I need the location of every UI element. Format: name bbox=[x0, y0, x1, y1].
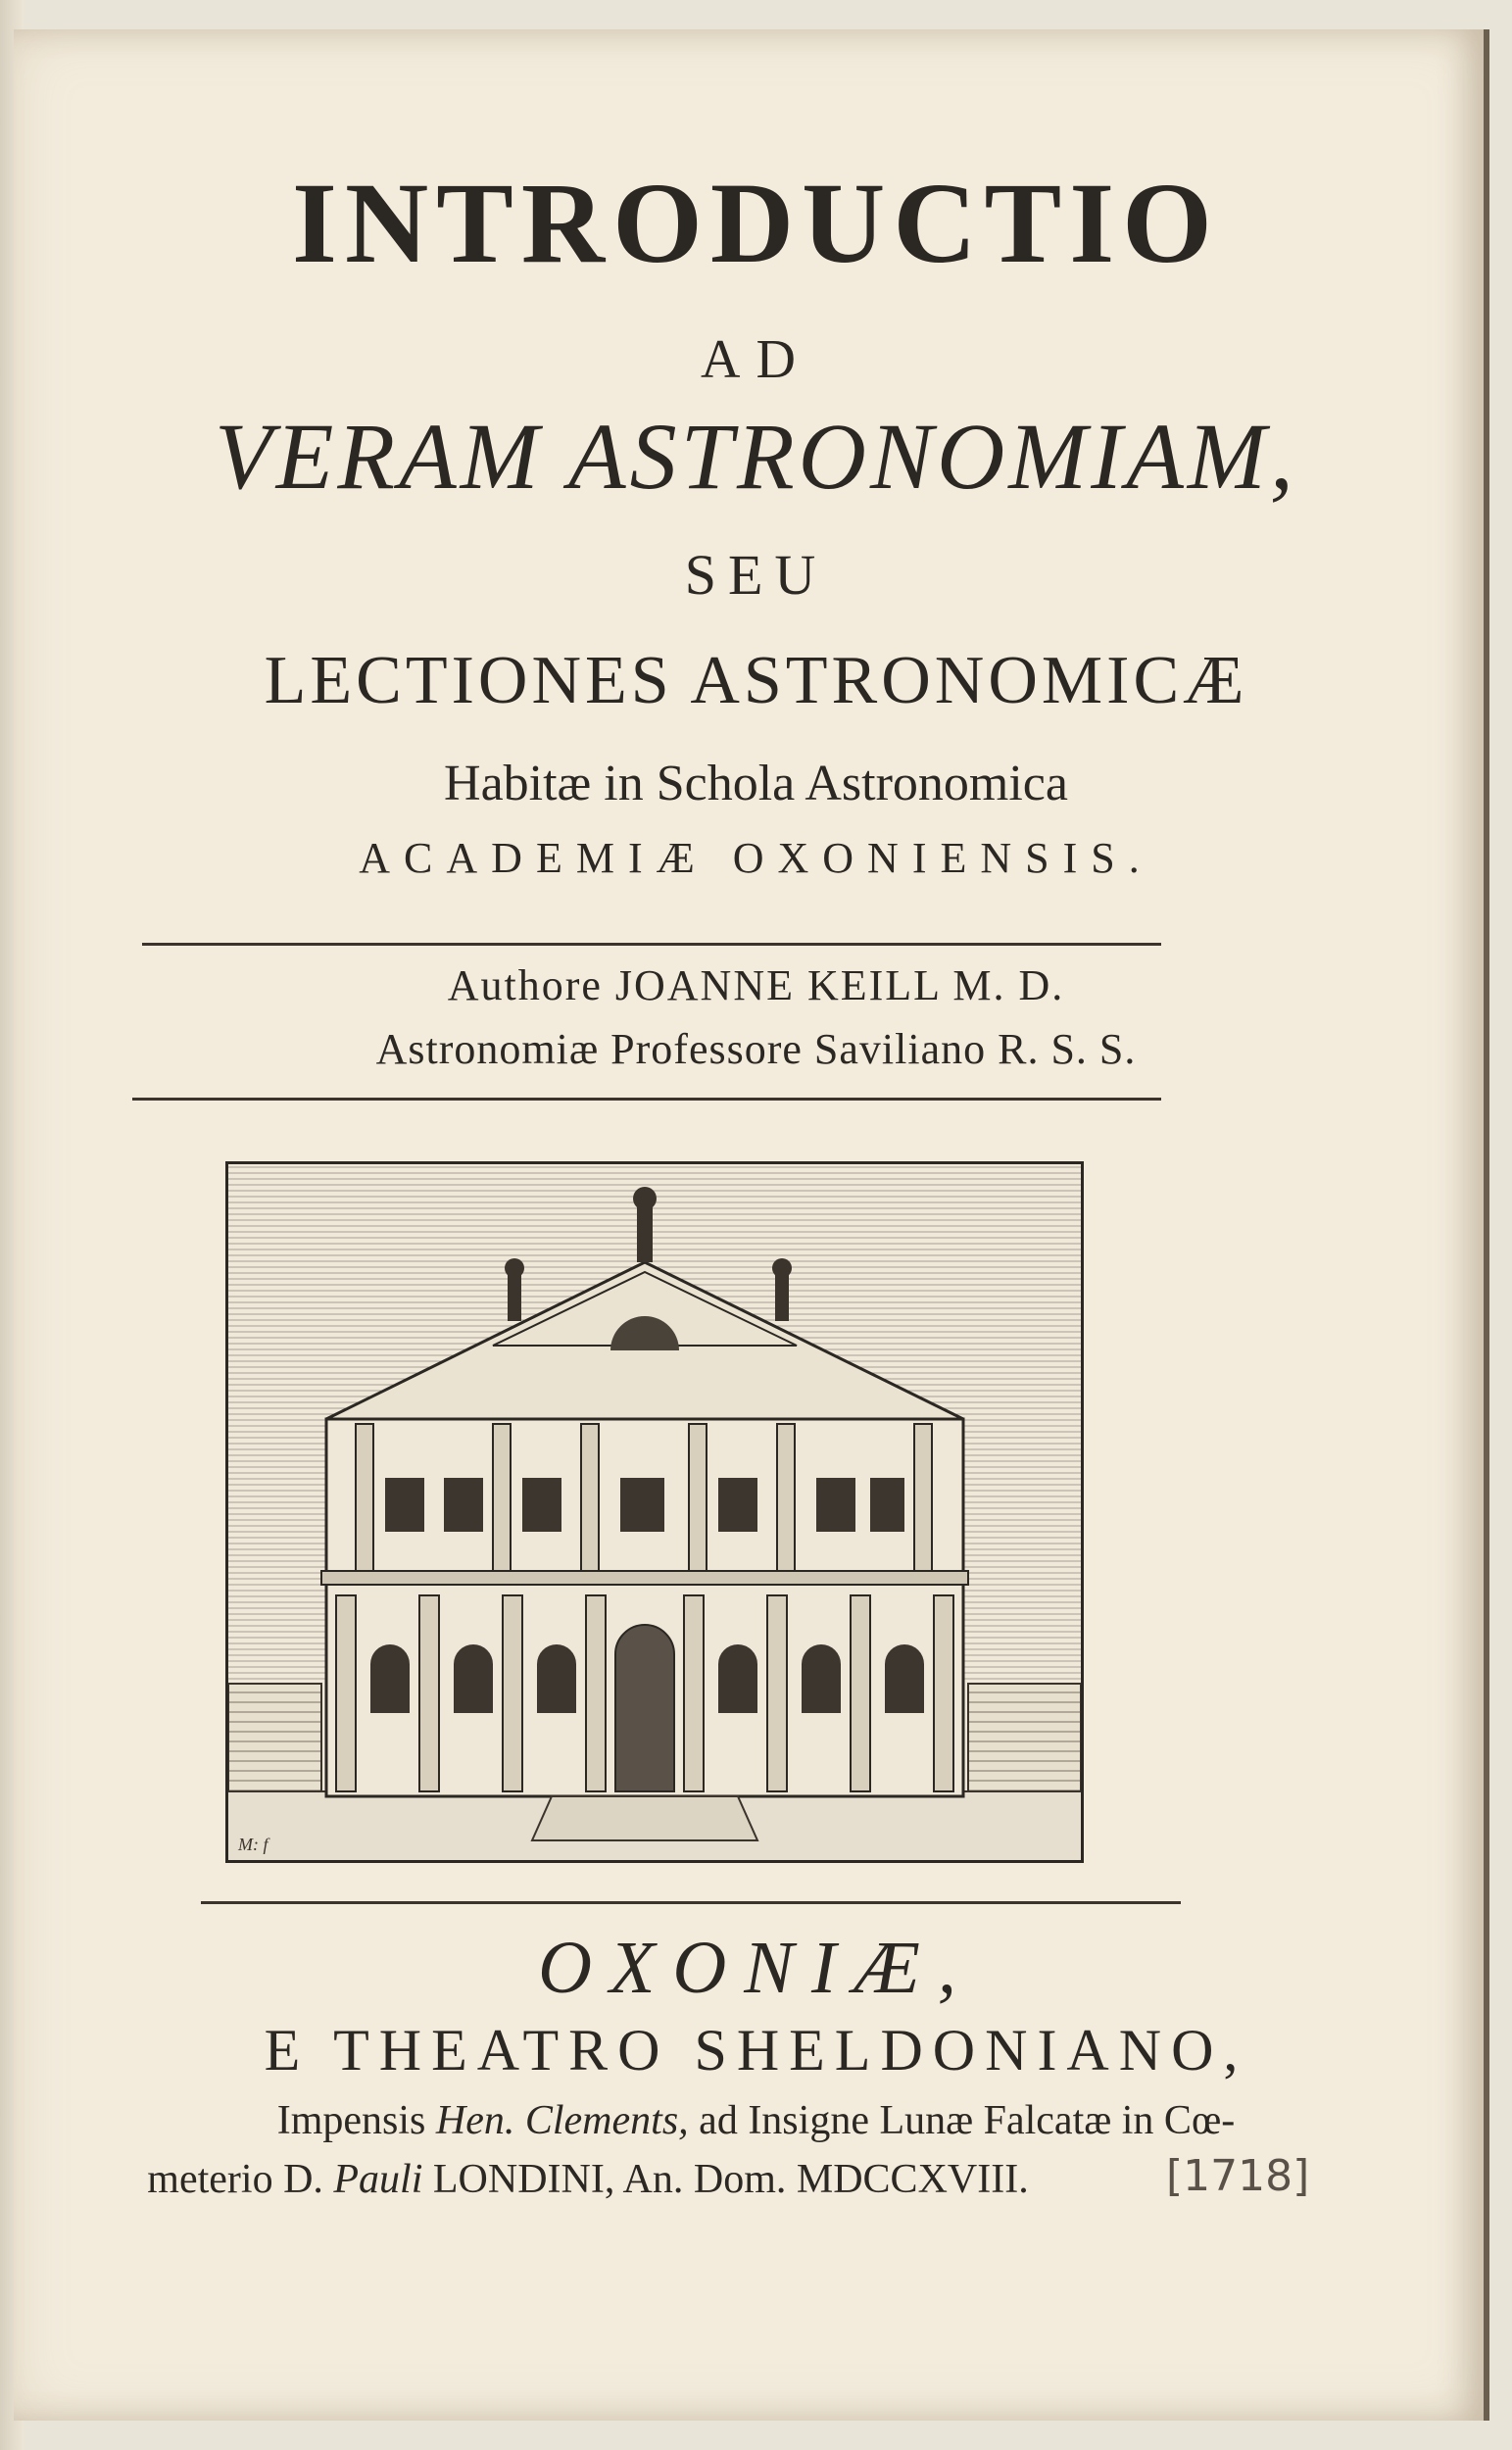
divider-rule-imprint bbox=[201, 1901, 1181, 1904]
title-ad: AD bbox=[701, 329, 811, 390]
building-illustration bbox=[228, 1164, 1081, 1860]
imprint-line2-name: Pauli bbox=[333, 2157, 423, 2202]
engraver-mark: M: f bbox=[238, 1835, 268, 1854]
imprint-line-2 bbox=[0, 2156, 1176, 2203]
imprint-press: E THEATRO SHELDONIANO, bbox=[264, 2018, 1248, 2082]
imprint-prefix: Impensis bbox=[276, 2098, 426, 2143]
divider-rule-top bbox=[142, 943, 1161, 946]
imprint-publisher: Hen. Clements, bbox=[435, 2098, 689, 2143]
imprint-line-1 bbox=[0, 2097, 1512, 2144]
professor-line: Astronomiæ Professore Saviliano R. S. S. bbox=[375, 1025, 1137, 1073]
handwritten-date: [1718] bbox=[1166, 2151, 1310, 2201]
title-subject: VERAM ASTRONOMIAM, bbox=[215, 404, 1297, 509]
title-lectiones: LECTIONES ASTRONOMICÆ bbox=[264, 643, 1248, 718]
book-title: INTRODUCTIO bbox=[292, 159, 1220, 287]
title-habitae: Habitæ in Schola Astronomica bbox=[444, 756, 1068, 811]
imprint-place: OXONIÆ, bbox=[538, 1927, 974, 2009]
imprint-address: ad Insigne Lunæ Falcatæ in Cœ- bbox=[699, 2098, 1236, 2143]
author-line: Authore JOANNE KEILL M. D. bbox=[447, 961, 1065, 1009]
title-seu: SEU bbox=[684, 543, 828, 607]
divider-rule-bottom bbox=[132, 1098, 1161, 1101]
title-academiae: ACADEMIÆ OXONIENSIS. bbox=[359, 834, 1153, 882]
sheldonian-theatre-engraving bbox=[225, 1161, 1084, 1863]
imprint-line2-b: LONDINI, An. Dom. MDCCXVIII. bbox=[432, 2157, 1029, 2202]
imprint-line2-a: meterio D. bbox=[147, 2157, 323, 2202]
